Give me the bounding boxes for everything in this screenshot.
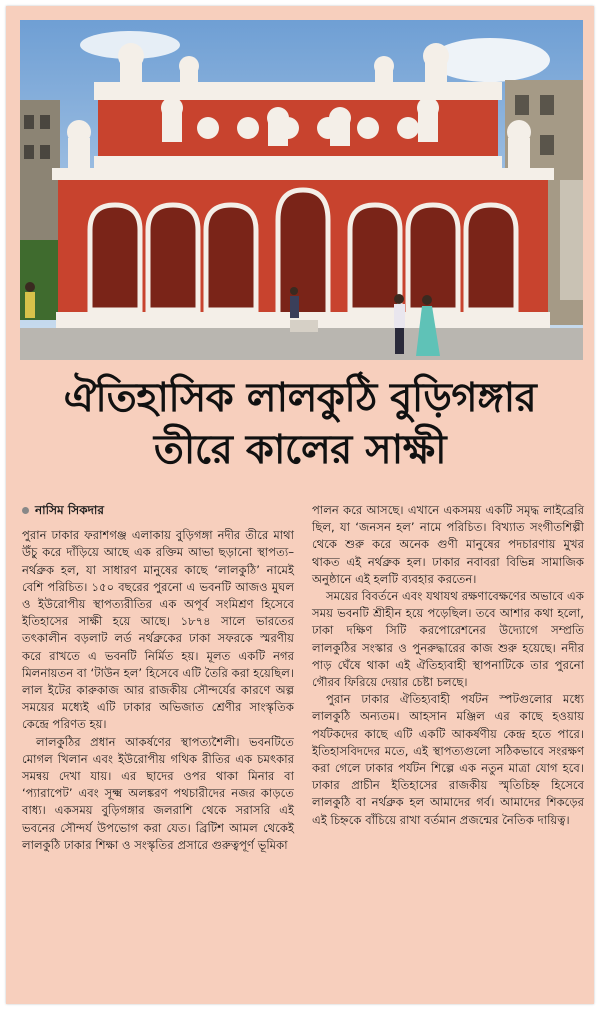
article-body <box>22 502 584 992</box>
byline <box>22 502 294 519</box>
paragraph: লালকুঠির প্রধান আকর্ষণের স্থাপত্যশৈলী। ভবনটিতে মোগল খিলান এবং ইউরোপীয় গথিক রীতির এক চমৎকার সমন্বয় দেখা যায়। এর ছাদের ওপর থাকা মিনার বা ‘প্যারাপেট’ এবং সূক্ষ্ম অলঙ্করণ পথচারীদের নজর কাড়তে বাধ্য। একসময় বুড়িগঙ্গার জলরাশি থেকে সরাসরি এই ভবনের সৌন্দর্য উপভোগ করা যেত। ব্রিটিশ আমল থেকেই লালকুঠি ঢাকার শিক্ষা ও সংস্কৃতির প্রসারে গুরুত্বপূর্ণ ভূমিকা <box>22 734 294 852</box>
bullet-icon <box>22 507 29 514</box>
headline-line-1: ঐতিহাসিক লালকুঠি বুড়িগঙ্গার <box>63 375 537 421</box>
paragraph: সময়ের বিবর্তনে এবং যথাযথ রক্ষণাবেক্ষণের অভাবে এক সময় ভবনটি শ্রীহীন হয়ে পড়েছিল। তবে আশার কথা হলো, ঢাকা দক্ষিণ সিটি করপোরেশনের উদ্যোগে সম্প্রতি লালকুঠির সংস্কার ও পুনরুদ্ধারের কাজ শুরু হয়েছে। নদীর পাড় ঘেঁষে থাকা এই ঐতিহ্যবাহী স্থাপনাটিকে তার পুরনো গৌরব ফিরিয়ে দেয়ার চেষ্টা চলছে। <box>312 589 584 690</box>
newspaper-clipping <box>6 6 594 1004</box>
paragraph: পুরান ঢাকার ফরাশগঞ্জ এলাকায় বুড়িগঙ্গা নদীর তীরে মাথা উঁচু করে দাঁড়িয়ে আছে এক রক্তিম আভা ছড়ানো স্থাপত্য– নর্থব্রুক হল, যা সাধারণ মানুষের কাছে ‘লালকুঠি’ নামেই বেশি পরিচিত। ১৫০ বছরের পুরনো এ ভবনটি আজও মুঘল ও ইউরোপীয় স্থাপত্যরীতির এক অপূর্ব সংমিশ্রণ হিসেবে ইতিহাসের সাক্ষী হয়ে আছে। ১৮৭৪ সালে ভারতের তৎকালীন বড়লাট লর্ড নর্থব্রুকের ঢাকা সফরকে স্মরণীয় করে রাখতে এ ভবনটি নির্মিত হয়। মূলত একটি নগর মিলনায়তন বা ‘টাউন হল’ হিসেবে এটি তৈরি করা হয়েছিল। লাল ইটের কারুকাজ আর রাজকীয় সৌন্দর্যের কারণে অল্প সময়ের মধ্যেই এটি ঢাকার অভিজাত শ্রেণীর সাংস্কৃতিক কেন্দ্রে পরিণত হয়। <box>22 528 294 732</box>
paragraph: পালন করে আসছে। এখানে একসময় একটি সমৃদ্ধ লাইব্রেরি ছিল, যা ‘জনসন হল’ নামে পরিচিত। বিখ্যাত সংগীতশিল্পী থেকে শুরু করে অনেক গুণী মানুষের পদচারণায় মুখর থাকত এই নর্থব্রুক হল। ঢাকার নবাবরা বিভিন্ন সামাজিক অনুষ্ঠানে এই হলটি ব্যবহার করতেন। <box>312 503 584 586</box>
paragraph: পুরান ঢাকার ঐতিহ্যবাহী পর্যটন স্পটগুলোর মধ্যে লালকুঠি অন্যতম। আহসান মঞ্জিল এর কাছে হওয়ায় পর্যটকদের কাছে এটি একটি আকর্ষণীয় কেন্দ্র হতে পারে। ইতিহাসবিদদের মতে, এই স্থাপত্যগুলো সঠিকভাবে সংরক্ষণ করা গেলে ঢাকার পর্যটন শিল্পে এক নতুন মাত্রা যোগ হবে। ঢাকার প্রাচীন ইতিহাসের রাজকীয় স্মৃতিচিহ্ন হিসেবে লালকুঠি বা নর্থব্রুক হল আমাদের গর্ব। আমাদের শিকড়ের এই চিহ্নকে বাঁচিয়ে রাখা বর্তমান প্রজন্মের নৈতিক দায়িত্ব। <box>312 692 584 827</box>
author-name: নাসিম সিকদার <box>35 503 104 517</box>
lalkuthi-building-illustration <box>20 20 583 360</box>
headline-line-2: তীরে কালের সাক্ষী <box>153 427 447 473</box>
article-photo <box>20 20 583 360</box>
article-column-left <box>22 502 294 992</box>
headline <box>14 372 586 476</box>
article-column-right <box>312 502 584 992</box>
